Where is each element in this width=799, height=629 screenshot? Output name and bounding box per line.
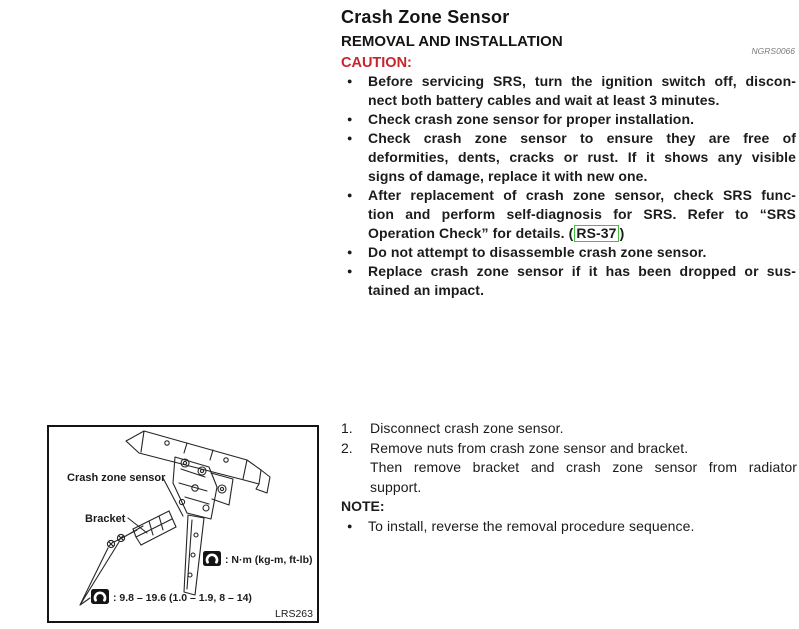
step-text [370, 439, 797, 498]
caution-line: Do not attempt to disassemble crash zone sensor. [368, 244, 707, 260]
step-text [370, 419, 797, 439]
procedure-section [341, 419, 797, 536]
caution-item-text [368, 129, 796, 186]
caution-item-text [368, 72, 796, 110]
caution-item [341, 72, 797, 110]
note-label: NOTE: [341, 498, 385, 514]
section-heading: REMOVAL AND INSTALLATION [341, 33, 563, 50]
caution-line [368, 224, 796, 243]
content-column [341, 6, 797, 300]
caution-line: nect both battery cables and wait at least 3 minutes. [368, 92, 720, 108]
caution-line: After replacement of crash zone sensor, check SRS func- [368, 187, 796, 203]
step-item [341, 439, 797, 498]
caution-line: Check crash zone sensor to ensure they are free of [368, 130, 796, 146]
label-crash-zone-sensor: Crash zone sensor [67, 472, 166, 484]
label-bracket: Bracket [85, 513, 126, 525]
caution-item [341, 243, 797, 262]
caution-item [341, 129, 797, 186]
bullet-icon: ● [347, 133, 353, 143]
caution-line: deformities, dents, cracks or rust. If it shows any visible [368, 149, 796, 165]
caution-line: Replace crash zone sensor if it has been dropped or sus- [368, 263, 796, 279]
torque-wrench-icon [203, 551, 221, 566]
caution-list [341, 72, 797, 300]
caution-label: CAUTION: [341, 55, 412, 71]
caution-line-text: Operation Check” for details. ( [368, 225, 574, 241]
caution-item-text [368, 243, 796, 262]
torque-wrench-icon [91, 589, 109, 604]
caution-line: signs of damage, replace it with new one. [368, 168, 648, 184]
caution-line: tained an impact. [368, 282, 485, 298]
bullet-icon: ● [347, 76, 353, 86]
caution-line: Before servicing SRS, turn the ignition switch off, discon- [368, 73, 796, 89]
caution-line-text: ) [619, 225, 625, 241]
note-item [341, 517, 797, 537]
step-line: Remove nuts from crash zone sensor and bracket. [370, 439, 689, 456]
rs37-page-link[interactable]: RS-37 [576, 225, 617, 241]
caution-item-text [368, 186, 796, 243]
bullet-icon: ● [347, 190, 353, 200]
caution-item-text [368, 262, 796, 300]
torque-unit-legend: : N·m (kg-m, ft-lb) [225, 554, 313, 566]
caution-item [341, 262, 797, 300]
step-item [341, 419, 797, 439]
step-number: 2. [341, 439, 353, 456]
caution-item [341, 110, 797, 129]
caution-line: Check crash zone sensor for proper installation. [368, 111, 695, 127]
bullet-icon: ● [347, 247, 353, 257]
bullet-icon: ● [347, 114, 353, 124]
torque-spec: : 9.8 – 19.6 (1.0 – 1.9, 8 – 14) [113, 592, 252, 604]
figure-panel [47, 425, 319, 623]
step-line: support. [370, 478, 422, 495]
caution-item [341, 186, 797, 243]
note-text [368, 517, 795, 537]
doc-code: NGRS0066 [751, 46, 795, 56]
note-line: To install, reverse the removal procedure sequence. [368, 517, 695, 534]
step-line: Then remove bracket and crash zone sensor from radiator [370, 459, 797, 475]
page-title: Crash Zone Sensor [341, 7, 510, 27]
caution-line: tion and perform self-diagnosis for SRS. Refer to “SRS [368, 206, 796, 222]
crash-zone-sensor-diagram [49, 427, 317, 621]
step-line: Disconnect crash zone sensor. [370, 420, 564, 436]
caution-item-text [368, 110, 796, 129]
bullet-icon: ● [347, 266, 353, 276]
bullet-icon: ● [347, 520, 353, 531]
figure-code: LRS263 [275, 608, 313, 620]
step-number: 1. [341, 420, 353, 436]
